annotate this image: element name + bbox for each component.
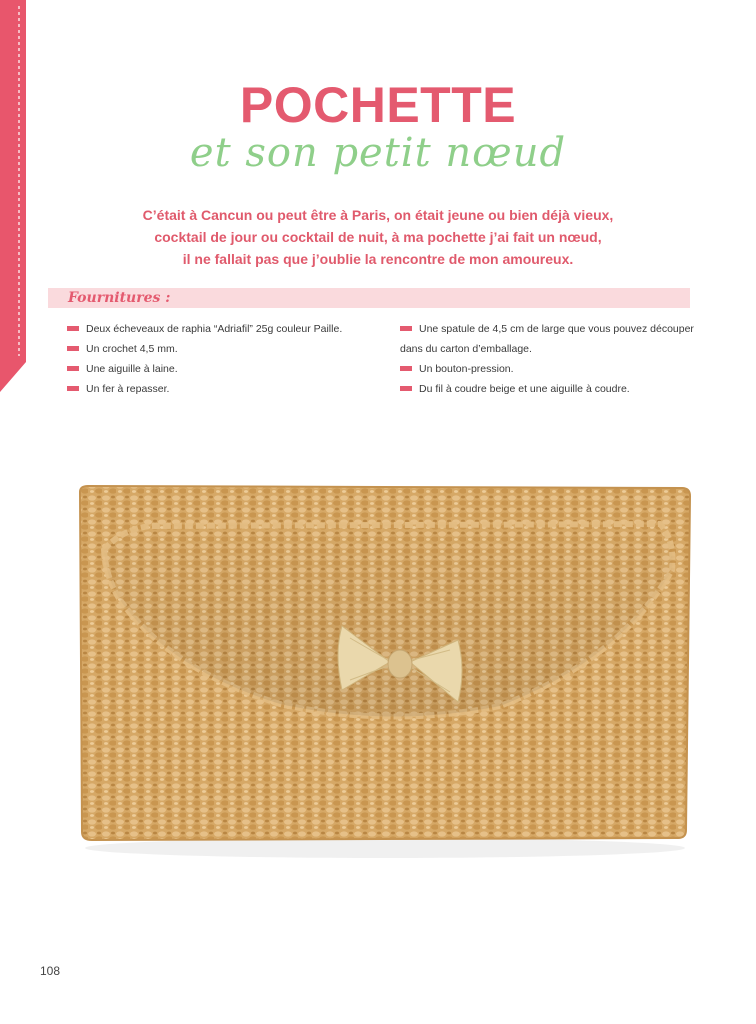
bullet-icon (400, 326, 412, 331)
bullet-icon (67, 386, 79, 391)
intro-text (100, 204, 656, 270)
bullet-icon (67, 366, 79, 371)
intro-line: C’était à Cancun ou peut être à Paris, on était jeune ou bien déjà vieux, (142, 207, 614, 223)
side-tab (0, 0, 26, 392)
supply-text: Une aiguille à laine. (86, 363, 178, 375)
bullet-icon (67, 346, 79, 351)
bullet-icon (400, 386, 412, 391)
supplies-header-bar (48, 288, 690, 308)
page-number: 108 (40, 964, 61, 978)
supply-item-continuation (400, 339, 700, 359)
supply-item (67, 339, 377, 359)
supplies-list-left (67, 319, 377, 399)
supply-text: dans du carton d’emballage. (400, 343, 532, 355)
supply-text: Un bouton-pression. (419, 363, 514, 375)
supplies-list-right (400, 319, 700, 399)
supply-text: Un crochet 4,5 mm. (86, 343, 178, 355)
bullet-icon (67, 326, 79, 331)
supply-item (67, 379, 377, 399)
supply-item (400, 379, 700, 399)
page-title: POCHETTE (239, 77, 517, 133)
supply-item (400, 359, 700, 379)
supplies-heading: Fournitures : (68, 290, 171, 306)
supply-item (67, 319, 377, 339)
supply-text: Deux écheveaux de raphia “Adriafil” 25g couleur Paille. (86, 323, 343, 335)
intro-line: il ne fallait pas que j’oublie la rencontre de mon amoureux. (182, 251, 574, 267)
supply-text: Une spatule de 4,5 cm de large que vous pouvez découper (419, 323, 694, 335)
supply-text: Du fil à coudre beige et une aiguille à coudre. (419, 383, 630, 395)
supply-item (400, 319, 700, 339)
bullet-icon (400, 366, 412, 371)
page-subtitle: et son petit nœud (189, 130, 567, 176)
clutch-photo (60, 470, 710, 870)
supply-text: Un fer à repasser. (86, 383, 170, 395)
intro-line: cocktail de jour ou cocktail de nuit, à ma pochette j’ai fait un nœud, (154, 229, 602, 245)
supply-item (67, 359, 377, 379)
